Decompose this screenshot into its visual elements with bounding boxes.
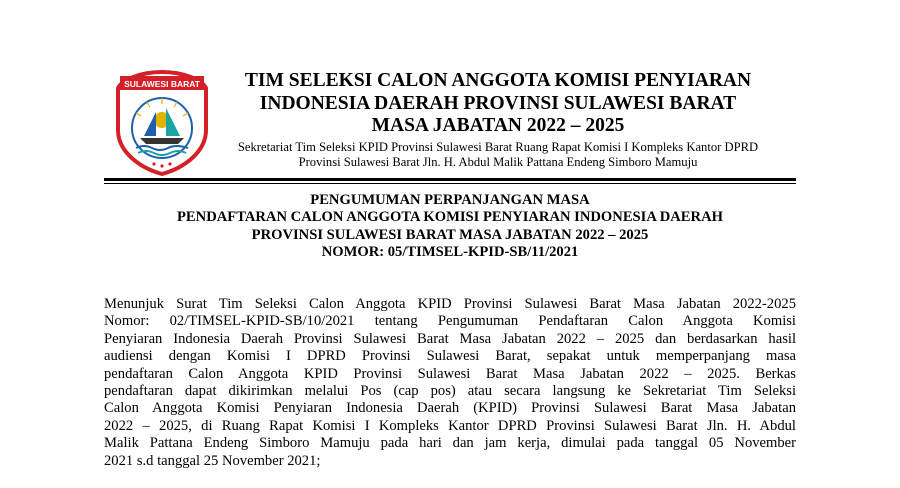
body-line: audiensi dengan Komisi I DPRD Provinsi Sulawesi Barat, sepakat untuk memperpanjang masa bbox=[104, 348, 796, 365]
letterhead-title-line: MASA JABATAN 2022 – 2025 bbox=[371, 115, 625, 136]
announcement-title-line: PROVINSI SULAWESI BARAT MASA JABATAN 2022 – 2025 bbox=[251, 226, 649, 243]
announcement-heading bbox=[104, 192, 796, 262]
body-line: 2022 – 2025, di Ruang Rapat Komisi I Kompleks Kantor DPRD Provinsi Sulawesi Barat Jln. H. Abdul bbox=[104, 417, 796, 434]
letterhead-title-line: TIM SELEKSI CALON ANGGOTA KOMISI PENYIARAN bbox=[244, 70, 752, 91]
sulawesi-barat-emblem-icon bbox=[114, 68, 210, 178]
letterhead-address-line: Sekretariat Tim Seleksi KPID Provinsi Sulawesi Barat Ruang Rapat Komisi I Kompleks Kantor DPRD bbox=[237, 140, 759, 154]
letterhead-address-line: Provinsi Sulawesi Barat Jln. H. Abdul Malik Pattana Endeng Simboro Mamuju bbox=[298, 155, 698, 169]
body-line: Calon Anggota Komisi Penyiaran Indonesia Daerah (KPID) Provinsi Sulawesi Barat Masa Jabatan bbox=[104, 400, 796, 417]
body-line: Menunjuk Surat Tim Seleksi Calon Anggota KPID Provinsi Sulawesi Barat Masa Jabatan 2022-2025 bbox=[104, 296, 796, 312]
body-line: Malik Pattana Endeng Simboro Mamuju pada hari dan jam kerja, dimulai pada tanggal 05 November bbox=[104, 435, 796, 452]
letterhead-divider-thick bbox=[104, 178, 796, 181]
letterhead-title-line: INDONESIA DAERAH PROVINSI SULAWESI BARAT bbox=[259, 92, 737, 114]
body-line: 2021 s.d tanggal 25 November 2021; bbox=[104, 452, 321, 469]
body-line: pendaftaran Calon Anggota KPID Provinsi Sulawesi Barat Masa Jabatan 2022 – 2025. Berkas bbox=[104, 365, 796, 382]
announcement-title-line: PENGUMUMAN PERPANJANGAN MASA bbox=[310, 192, 590, 208]
body-line: pendaftaran dapat dikirimkan melalui Pos (cap pos) atau secara langsung ke Sekretariat Tim Seleksi bbox=[104, 383, 796, 400]
announcement-body-paragraph bbox=[104, 296, 796, 470]
body-line: Nomor: 02/TIMSEL-KPID-SB/10/2021 tentang Pengumuman Pendaftaran Calon Anggota Komisi bbox=[104, 313, 796, 330]
emblem-banner-text: SULAWESI BARAT bbox=[124, 79, 200, 89]
body-line: Penyiaran Indonesia Daerah Provinsi Sulawesi Barat Masa Jabatan 2022 – 2025 dan berdasarkan hasil bbox=[104, 330, 796, 347]
letterhead-title bbox=[216, 70, 780, 138]
letterhead-address bbox=[216, 140, 780, 170]
letterhead-divider-thin bbox=[104, 183, 796, 184]
announcement-number: NOMOR: 05/TIMSEL-KPID-SB/11/2021 bbox=[321, 244, 579, 261]
announcement-title-line: PENDAFTARAN CALON ANGGOTA KOMISI PENYIARAN INDONESIA DAERAH bbox=[177, 209, 723, 226]
